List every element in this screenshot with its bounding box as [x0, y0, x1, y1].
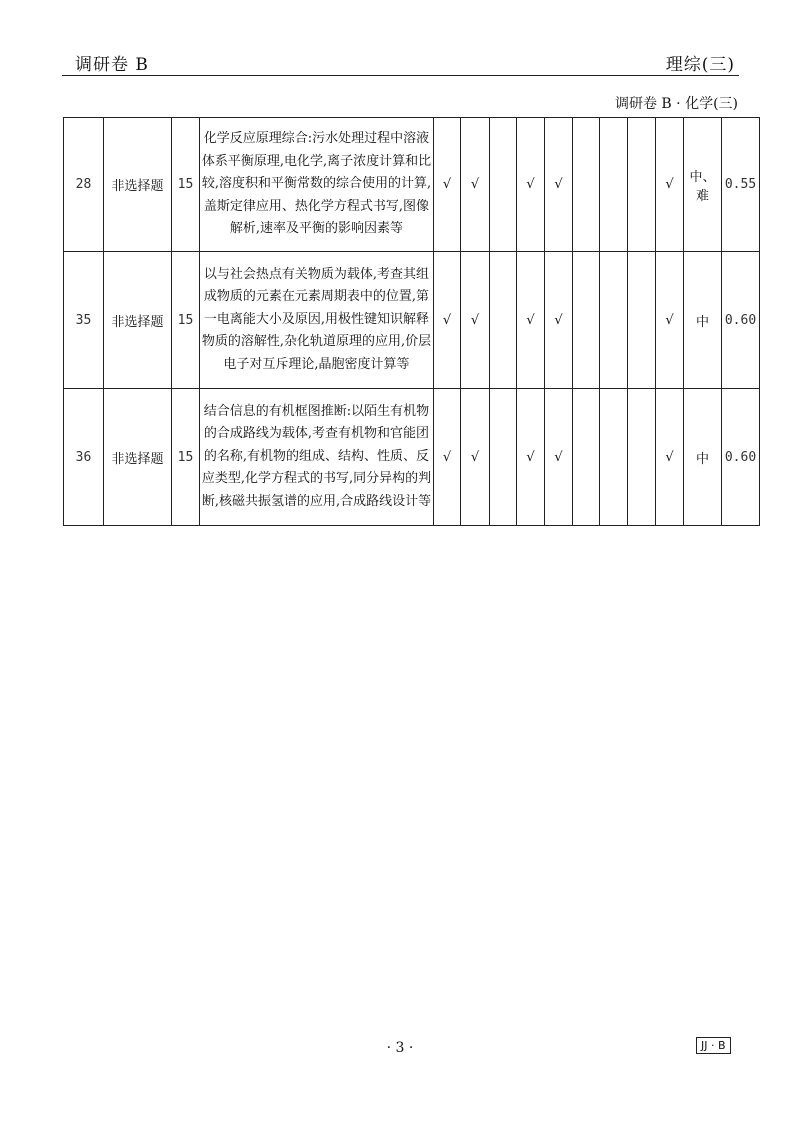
difficulty-level: 中、难 [684, 118, 722, 252]
difficulty-level: 中 [684, 389, 722, 526]
header-rule [62, 75, 739, 76]
ability-check-cell [628, 252, 656, 389]
question-number: 36 [64, 389, 104, 526]
difficulty-coefficient: 0.60 [722, 389, 760, 526]
ability-check-cell: √ [656, 252, 684, 389]
question-number: 28 [64, 118, 104, 252]
ability-check-cell: √ [461, 252, 490, 389]
ability-check-cell [600, 118, 628, 252]
ability-check-cell: √ [656, 118, 684, 252]
ability-check-cell: √ [517, 118, 545, 252]
difficulty-level: 中 [684, 252, 722, 389]
question-type: 非选择题 [104, 118, 172, 252]
ability-check-cell: √ [517, 252, 545, 389]
ability-check-cell [573, 252, 600, 389]
knowledge-description: 化学反应原理综合:污水处理过程中溶液体系平衡原理,电化学,离子浓度计算和比较,溶度积和平衡常数的综合使用的计算,盖斯定律应用、热化学方程式书写,图像解析,速率及平衡的影响因素等 [200, 118, 434, 252]
header-right-title: 理综(三) [665, 55, 735, 75]
subheader: 调研卷 B · 化学(三) [614, 96, 738, 112]
ability-check-cell: √ [434, 252, 461, 389]
analysis-table [63, 117, 760, 526]
knowledge-description: 结合信息的有机框图推断:以陌生有机物的合成路线为载体,考查有机物和官能团的名称,有机物的组成、结构、性质、反应类型,化学方程式的书写,同分异构的判断,核磁共振氢谱的应用,合成路线设计等 [200, 389, 434, 526]
table-row [64, 252, 760, 389]
table-row [64, 118, 760, 252]
ability-check-cell: √ [434, 118, 461, 252]
question-type: 非选择题 [104, 252, 172, 389]
header-left-title: 调研卷 B [75, 55, 149, 75]
ability-check-cell [490, 252, 517, 389]
paper-code-box: JJ · B [696, 1037, 731, 1054]
question-score: 15 [172, 252, 200, 389]
ability-check-cell: √ [545, 252, 573, 389]
ability-check-cell [600, 389, 628, 526]
question-number: 35 [64, 252, 104, 389]
ability-check-cell [490, 118, 517, 252]
ability-check-cell: √ [656, 389, 684, 526]
ability-check-cell [573, 389, 600, 526]
page-number: · 3 · [386, 1040, 414, 1056]
ability-check-cell: √ [434, 389, 461, 526]
ability-check-cell [600, 252, 628, 389]
ability-check-cell [490, 389, 517, 526]
ability-check-cell: √ [461, 118, 490, 252]
table-body [64, 118, 760, 526]
question-score: 15 [172, 389, 200, 526]
ability-check-cell [628, 389, 656, 526]
question-score: 15 [172, 118, 200, 252]
ability-check-cell [573, 118, 600, 252]
question-type: 非选择题 [104, 389, 172, 526]
ability-check-cell: √ [545, 389, 573, 526]
difficulty-coefficient: 0.60 [722, 252, 760, 389]
difficulty-coefficient: 0.55 [722, 118, 760, 252]
ability-check-cell: √ [545, 118, 573, 252]
table-row [64, 389, 760, 526]
knowledge-description: 以与社会热点有关物质为载体,考查其组成物质的元素在元素周期表中的位置,第一电离能大小及原因,用极性键知识解释物质的溶解性,杂化轨道原理的应用,价层电子对互斥理论,晶胞密度计算等 [200, 252, 434, 389]
ability-check-cell: √ [461, 389, 490, 526]
ability-check-cell: √ [517, 389, 545, 526]
ability-check-cell [628, 118, 656, 252]
